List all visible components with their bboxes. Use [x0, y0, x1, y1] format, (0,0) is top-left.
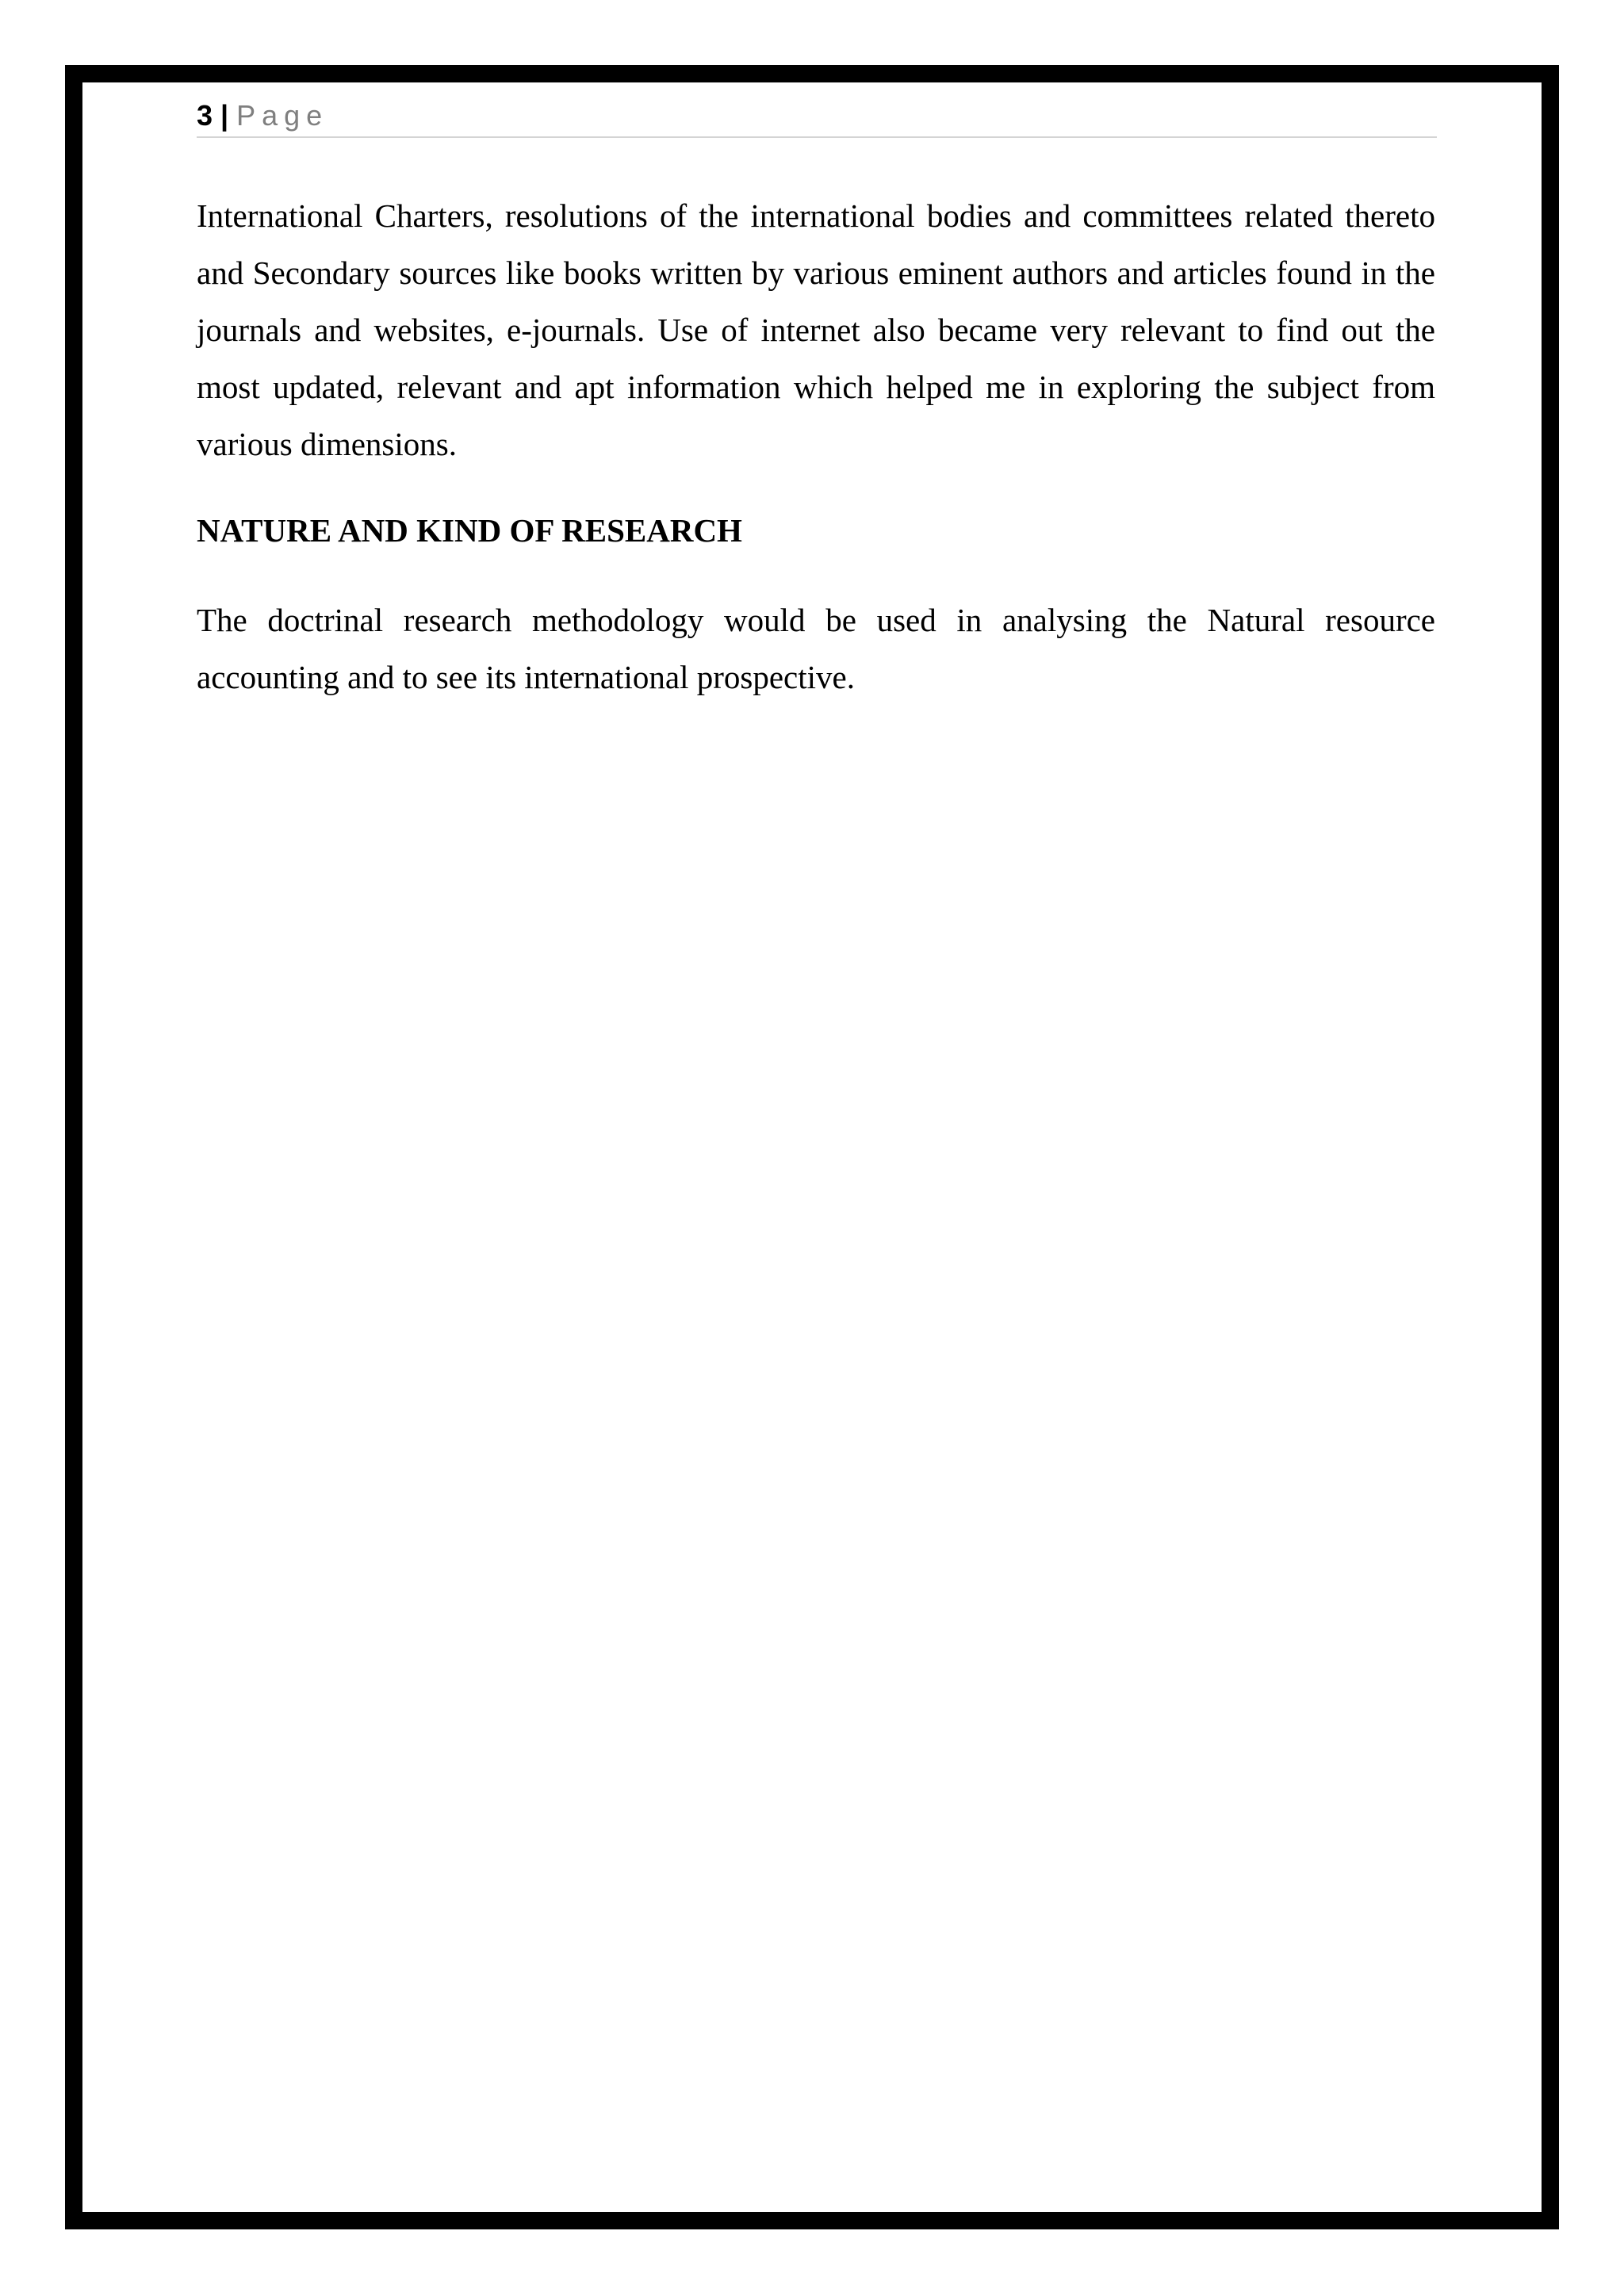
page-header — [197, 94, 1437, 138]
body-paragraph-methodology: The doctrinal research methodology would be used in analysing the Natural resource accounting and to see its international prospective. — [197, 602, 1435, 695]
section-heading: NATURE AND KIND OF RESEARCH — [197, 512, 742, 549]
header-separator: | — [220, 99, 229, 132]
document-body — [197, 187, 1435, 706]
body-paragraph-sources: International Charters, resolutions of the international bodies and committees related thereto and Secondary sources like books written by various eminent authors and articles found in the journals and websites, e-journals. Use of internet also became very relevant to find out the most updated, relevant and apt information which helped me in exploring the subject from various dimensions. — [197, 197, 1435, 462]
page-label: Page — [236, 99, 329, 132]
page-number: 3 — [197, 99, 213, 132]
